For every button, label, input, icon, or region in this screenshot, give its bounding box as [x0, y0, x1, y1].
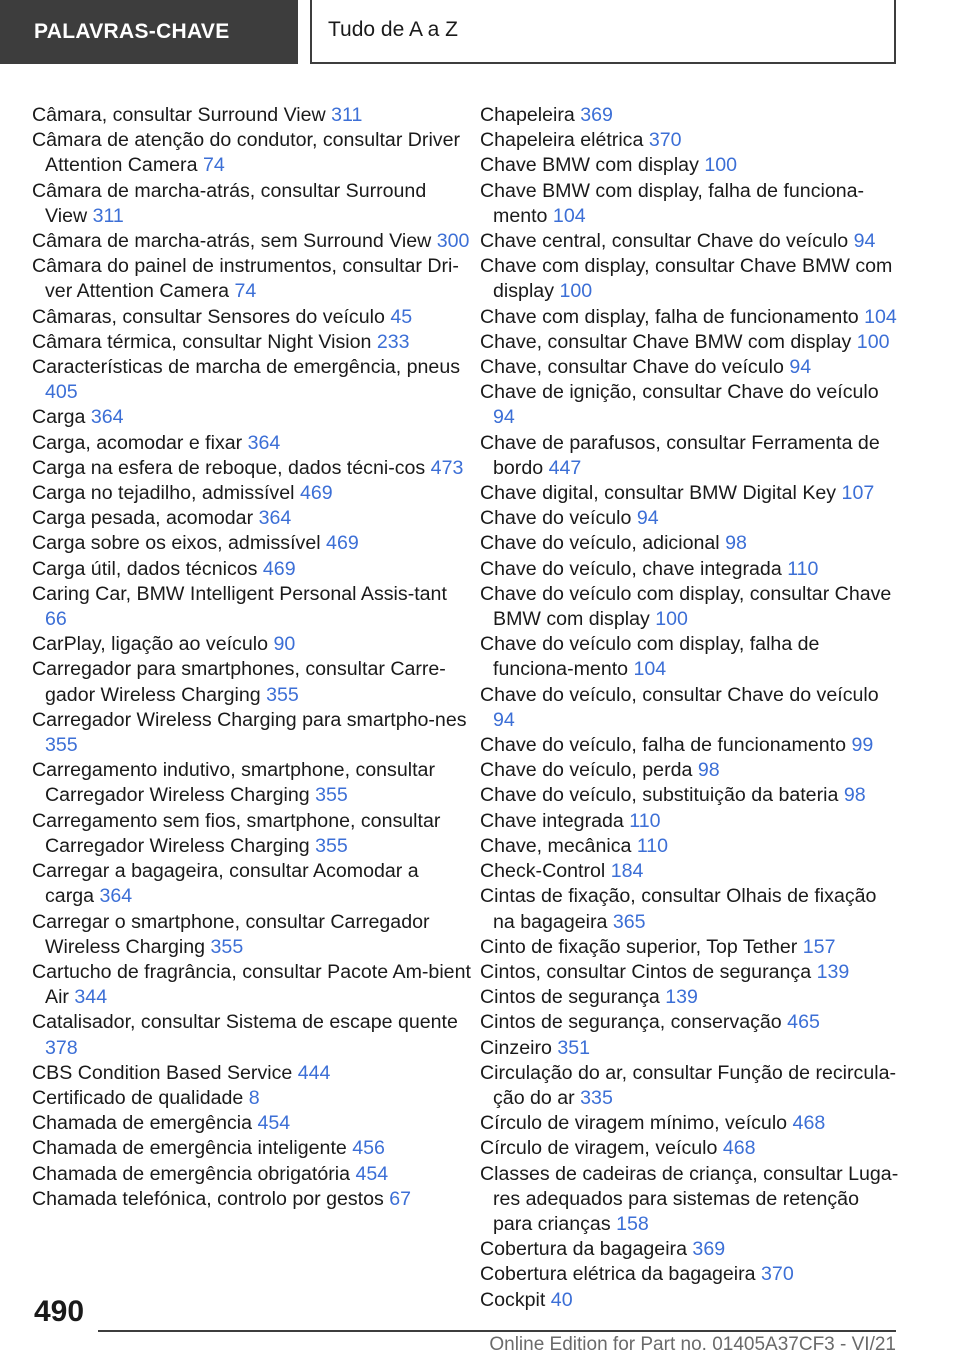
index-entry-page-link[interactable]: 369 — [580, 104, 613, 126]
index-entry — [32, 582, 472, 632]
index-entry-page-link[interactable]: 139 — [816, 960, 850, 983]
index-entry — [480, 506, 900, 531]
index-entry — [32, 960, 472, 1010]
index-entry — [480, 1288, 900, 1313]
index-entry-page-link[interactable]: 447 — [548, 456, 582, 479]
index-entry — [480, 380, 900, 430]
index-entry-term: Carregamento indutivo, smartphone, consultar Carregador Wireless Charging — [32, 759, 435, 807]
index-entry-page-link[interactable]: 66 — [45, 608, 67, 631]
index-column-right — [480, 103, 900, 1313]
index-entry-page-link[interactable]: 469 — [326, 532, 359, 555]
index-entry-page-link[interactable]: 98 — [725, 532, 747, 555]
page-number: 490 — [34, 1295, 85, 1328]
index-entry — [32, 456, 472, 481]
index-entry-term: Carga sobre os eixos, admissível — [32, 532, 321, 555]
index-entry — [32, 1061, 472, 1086]
index-entry-page-link[interactable]: 233 — [376, 330, 410, 353]
index-entry — [480, 1262, 900, 1287]
index-entry — [32, 1086, 472, 1111]
index-entry — [480, 859, 900, 884]
index-entry — [32, 531, 472, 556]
index-entry — [480, 431, 900, 481]
index-entry-term: Chave, consultar Chave do veículo — [480, 356, 784, 379]
index-entry-term: Chave BMW com display, falha de funciona‐mento — [480, 179, 865, 227]
index-entry-term: Chave do veículo — [480, 507, 632, 530]
index-entry — [480, 557, 900, 582]
index-entry — [480, 1111, 900, 1136]
index-entry-page-link[interactable]: 364 — [90, 406, 124, 429]
index-entry-page-link[interactable]: 104 — [633, 658, 667, 681]
index-entry-term: Chave com display, falha de funcionamento — [480, 305, 859, 328]
index-entry-page-link[interactable]: 99 — [851, 734, 874, 757]
index-entry-page-link[interactable]: 311 — [331, 104, 363, 126]
index-entry — [32, 431, 472, 456]
index-entry — [480, 960, 900, 985]
index-entry-term: Carga pesada, acomodar — [32, 507, 254, 530]
index-entry-page-link[interactable]: 300 — [436, 230, 470, 253]
index-entry — [32, 1187, 472, 1212]
index-entry-term: Carregar a bagageira, consultar Acomodar a carga — [32, 860, 419, 908]
index-entry-term: Carga no tejadilho, admissível — [32, 482, 295, 505]
index-entry-term: Chave do veículo com display, consultar Chave BMW com display — [480, 582, 892, 631]
index-entry — [480, 1061, 900, 1111]
index-entry-page-link[interactable]: 139 — [665, 986, 698, 1009]
index-entry-term: Cartucho de fragrância, consultar Pacote Am‐bient Air — [32, 960, 471, 1009]
index-entry-term: Chave com display, consultar Chave BMW com display — [480, 255, 893, 303]
index-entry-page-link[interactable]: 98 — [843, 784, 866, 807]
index-entry-page-link[interactable]: 311 — [92, 204, 124, 227]
index-entry — [480, 103, 900, 128]
index-entry — [480, 884, 900, 934]
index-entry-term: Chave, consultar Chave BMW com display — [480, 330, 852, 353]
index-entry-page-link[interactable]: 8 — [248, 1086, 260, 1109]
index-entry-term: Cintos, consultar Cintos de segurança — [480, 960, 812, 983]
index-entry-page-link[interactable]: 365 — [612, 910, 646, 933]
index-entry-page-link[interactable]: 370 — [761, 1263, 794, 1286]
index-entry-term: Carregar o smartphone, consultar Carregador Wireless Charging — [32, 910, 430, 958]
index-entry-page-link[interactable]: 100 — [559, 280, 593, 303]
index-entry — [480, 1162, 900, 1238]
index-entry-term: Carga — [32, 406, 86, 429]
index-entry — [480, 229, 900, 254]
index-entry-page-link[interactable]: 90 — [273, 633, 296, 656]
index-entry-term: Câmaras, consultar Sensores do veículo — [32, 305, 385, 328]
index-entry-page-link[interactable]: 157 — [802, 935, 836, 958]
index-entry-page-link[interactable]: 40 — [550, 1288, 573, 1311]
index-entry-term: Carga, acomodar e fixar — [32, 431, 243, 454]
index-entry-page-link[interactable]: 74 — [234, 280, 257, 303]
index-entry — [32, 103, 472, 128]
index-entry-page-link[interactable]: 94 — [493, 708, 515, 731]
index-entry-page-link[interactable]: 184 — [610, 860, 644, 883]
index-entry-page-link[interactable]: 454 — [257, 1112, 291, 1135]
index-entry — [32, 481, 472, 506]
index-entry — [480, 733, 900, 758]
index-entry-term: Caring Car, BMW Intelligent Personal Assis‐tant — [32, 582, 447, 605]
index-entry — [32, 657, 472, 707]
index-entry-term: Check-Control — [480, 860, 606, 883]
index-entry-term: CBS Condition Based Service — [32, 1061, 293, 1084]
index-entry-term: Círculo de viragem, veículo — [480, 1137, 718, 1160]
index-entry-page-link[interactable]: 468 — [792, 1112, 826, 1135]
index-entry-term: Chave do veículo, perda — [480, 759, 693, 782]
index-entry-term: Cockpit — [480, 1288, 546, 1311]
footer-divider — [98, 1330, 896, 1332]
index-entry-term: Chave central, consultar Chave do veículo — [480, 230, 849, 253]
index-entry-term: Chamada de emergência — [32, 1112, 253, 1135]
index-entry-page-link[interactable]: 94 — [789, 356, 812, 379]
index-entry-term: Cintas de fixação, consultar Olhais de fixação na bagageira — [480, 885, 877, 933]
index-entry-page-link[interactable]: 456 — [352, 1137, 385, 1160]
index-entry-term: Cinto de fixação superior, Top Tether — [480, 935, 798, 958]
index-entry-page-link[interactable]: 158 — [616, 1212, 649, 1235]
index-entry-term: Certificado de qualidade — [32, 1086, 244, 1109]
index-entry-term: Carregamento sem fios, smartphone, consultar Carregador Wireless Charging — [32, 809, 441, 857]
index-entry — [480, 582, 900, 632]
index-entry-term: Chave do veículo com display, falha de funciona‐mento — [480, 633, 820, 681]
index-entry — [480, 809, 900, 834]
index-entry-page-link[interactable]: 344 — [74, 986, 108, 1009]
index-entry-page-link[interactable]: 335 — [580, 1086, 613, 1109]
index-entry — [480, 153, 900, 178]
index-entry-term: Chave, mecânica — [480, 834, 632, 857]
index-entry-page-link[interactable]: 364 — [258, 507, 292, 530]
index-entry-term: Carga útil, dados técnicos — [32, 557, 258, 580]
index-entry — [32, 330, 472, 355]
index-entry — [480, 1010, 900, 1035]
index-entry-page-link[interactable]: 370 — [648, 129, 682, 152]
footer-edition-text: Online Edition for Part no. 01405A37CF3 - VI/21 — [489, 1334, 896, 1355]
index-entry-page-link[interactable]: 473 — [430, 456, 464, 479]
index-entry-term: Chapeleira elétrica — [480, 129, 644, 152]
index-entry — [32, 506, 472, 531]
index-entry-page-link[interactable]: 355 — [315, 784, 348, 807]
index-entry-page-link[interactable]: 110 — [629, 809, 661, 832]
page-header — [0, 0, 960, 64]
index-column-left — [32, 103, 472, 1212]
index-entry-page-link[interactable]: 100 — [655, 608, 688, 631]
index-entry-term: Chave integrada — [480, 809, 624, 832]
index-entry-page-link[interactable]: 468 — [722, 1137, 756, 1160]
index-entry — [32, 557, 472, 582]
index-entry — [32, 708, 472, 758]
index-entry-page-link[interactable]: 67 — [389, 1187, 412, 1210]
index-entry-term: Carregador Wireless Charging para smartpho‐nes — [32, 708, 467, 731]
index-entry-page-link[interactable]: 107 — [841, 482, 875, 505]
index-entry — [480, 683, 900, 733]
index-entry-page-link[interactable]: 465 — [787, 1011, 820, 1034]
index-entry-page-link[interactable]: 351 — [557, 1036, 591, 1059]
index-entry-page-link[interactable]: 378 — [45, 1036, 78, 1059]
index-entry-term: Cobertura da bagageira — [480, 1238, 687, 1261]
index-entry-term: Chave do veículo, adicional — [480, 532, 720, 555]
index-entry-page-link[interactable]: 94 — [853, 230, 876, 253]
index-entry-page-link[interactable]: 45 — [390, 305, 413, 328]
index-entry-term: Catalisador, consultar Sistema de escape quente — [32, 1011, 458, 1034]
index-entry-term: Câmara de marcha-atrás, consultar Surround View — [32, 179, 427, 227]
index-entry-page-link[interactable]: 94 — [493, 406, 515, 429]
index-entry-term: Características de marcha de emergência, pneus — [32, 356, 461, 379]
index-entry-term: Chapeleira — [480, 104, 575, 126]
index-entry-page-link[interactable]: 100 — [704, 154, 738, 177]
index-entry — [480, 1036, 900, 1061]
index-entry-term: Cintos de segurança — [480, 986, 660, 1009]
index-entry — [32, 128, 472, 178]
index-entry — [32, 910, 472, 960]
index-entry-term: Chave do veículo, consultar Chave do veículo — [480, 683, 879, 706]
index-entry — [32, 1136, 472, 1161]
index-entry-page-link[interactable]: 444 — [297, 1061, 331, 1084]
index-entry — [480, 128, 900, 153]
index-entry-term: Câmara do painel de instrumentos, consultar Dri‐ver Attention Camera — [32, 255, 459, 303]
index-entry-term: Cintos de segurança, conservação — [480, 1011, 782, 1034]
index-entry — [32, 405, 472, 430]
index-entry-page-link[interactable]: 110 — [636, 834, 669, 857]
index-entry-page-link[interactable]: 405 — [45, 381, 78, 404]
index-entry — [480, 783, 900, 808]
index-entry-page-link[interactable]: 454 — [355, 1162, 389, 1185]
index-entry — [480, 481, 900, 506]
index-entry-page-link[interactable]: 104 — [552, 204, 586, 227]
index-entry — [480, 1136, 900, 1161]
index-entry-term: Circulação do ar, consultar Função de recircula‐ção do ar — [480, 1061, 897, 1109]
index-entry-term: Classes de cadeiras de criança, consultar Luga‐res adequados para sistemas de retenção para crianças — [480, 1162, 899, 1235]
index-entry-term: CarPlay, ligação ao veículo — [32, 633, 268, 656]
index-entry-page-link[interactable]: 355 — [210, 935, 244, 958]
index-entry — [480, 254, 900, 304]
index-entry — [32, 859, 472, 909]
index-entry-term: Chave de ignição, consultar Chave do veículo — [480, 381, 879, 404]
index-entry-page-link[interactable]: 355 — [266, 683, 299, 706]
index-entry — [480, 1237, 900, 1262]
index-entry-page-link[interactable]: 469 — [299, 482, 333, 505]
index-entry-page-link[interactable]: 100 — [856, 330, 890, 353]
index-entry — [480, 985, 900, 1010]
index-entry-term: Chave digital, consultar BMW Digital Key — [480, 482, 837, 505]
index-entry — [32, 254, 472, 304]
index-entry — [480, 531, 900, 556]
index-entry-term: Câmara de marcha-atrás, sem Surround View — [32, 230, 432, 253]
index-entry — [32, 179, 472, 229]
index-entry-term: Chave do veículo, substituição da bateria — [480, 784, 839, 807]
index-entry-term: Chamada telefónica, controlo por gestos — [32, 1187, 384, 1210]
index-entry-term: Chave do veículo, chave integrada — [480, 557, 782, 580]
index-entry — [480, 935, 900, 960]
index-entry — [32, 229, 472, 254]
index-entry — [480, 179, 900, 229]
index-entry — [32, 809, 472, 859]
index-entry — [32, 1162, 472, 1187]
index-entry-term: Chave BMW com display — [480, 154, 699, 177]
index-entry-page-link[interactable]: 364 — [247, 431, 281, 454]
index-entry-page-link[interactable]: 104 — [864, 305, 897, 328]
index-entry-term: Câmara, consultar Surround View — [32, 104, 326, 126]
index-entry-page-link[interactable]: 94 — [636, 507, 659, 530]
index-entry-page-link[interactable]: 98 — [697, 759, 720, 782]
index-entry-term: Chave de parafusos, consultar Ferramenta de bordo — [480, 431, 880, 479]
index-entry — [32, 758, 472, 808]
index-entry-term: Chamada de emergência inteligente — [32, 1137, 347, 1160]
index-entry-term: Chamada de emergência obrigatória — [32, 1162, 351, 1185]
index-entry-page-link[interactable]: 364 — [99, 885, 133, 908]
index-entry-term: Cobertura elétrica da bagageira — [480, 1263, 756, 1286]
index-entry-page-link[interactable]: 74 — [202, 154, 225, 177]
index-entry-term: Círculo de viragem mínimo, veículo — [480, 1112, 788, 1135]
index-entry — [32, 632, 472, 657]
index-entry-term: Carga na esfera de reboque, dados técni‐cos — [32, 456, 426, 479]
section-title: Tudo de A a Z — [310, 0, 896, 64]
index-entry-page-link[interactable]: 355 — [45, 734, 78, 757]
index-entry — [32, 305, 472, 330]
index-entry — [480, 632, 900, 682]
index-entry-term: Carregador para smartphones, consultar Carre‐gador Wireless Charging — [32, 658, 446, 706]
chapter-tab: PALAVRAS-CHAVE — [0, 0, 298, 64]
index-entry-term: Câmara de atenção do condutor, consultar Driver Attention Camera — [32, 129, 461, 177]
index-entry-page-link[interactable]: 355 — [315, 834, 348, 857]
index-entry-page-link[interactable]: 110 — [787, 557, 819, 580]
index-entry — [32, 1111, 472, 1136]
index-entry-term: Cinzeiro — [480, 1036, 552, 1059]
index-entry — [480, 305, 900, 330]
index-entry — [480, 834, 900, 859]
index-entry-page-link[interactable]: 469 — [262, 557, 296, 580]
index-entry-term: Chave do veículo, falha de funcionamento — [480, 734, 846, 757]
index-entry — [480, 758, 900, 783]
index-entry — [480, 355, 900, 380]
index-entry-page-link[interactable]: 369 — [692, 1238, 726, 1261]
index-entry-term: Câmara térmica, consultar Night Vision — [32, 330, 372, 353]
index-entry — [32, 355, 472, 405]
index-entry — [32, 1010, 472, 1060]
index-entry — [480, 330, 900, 355]
